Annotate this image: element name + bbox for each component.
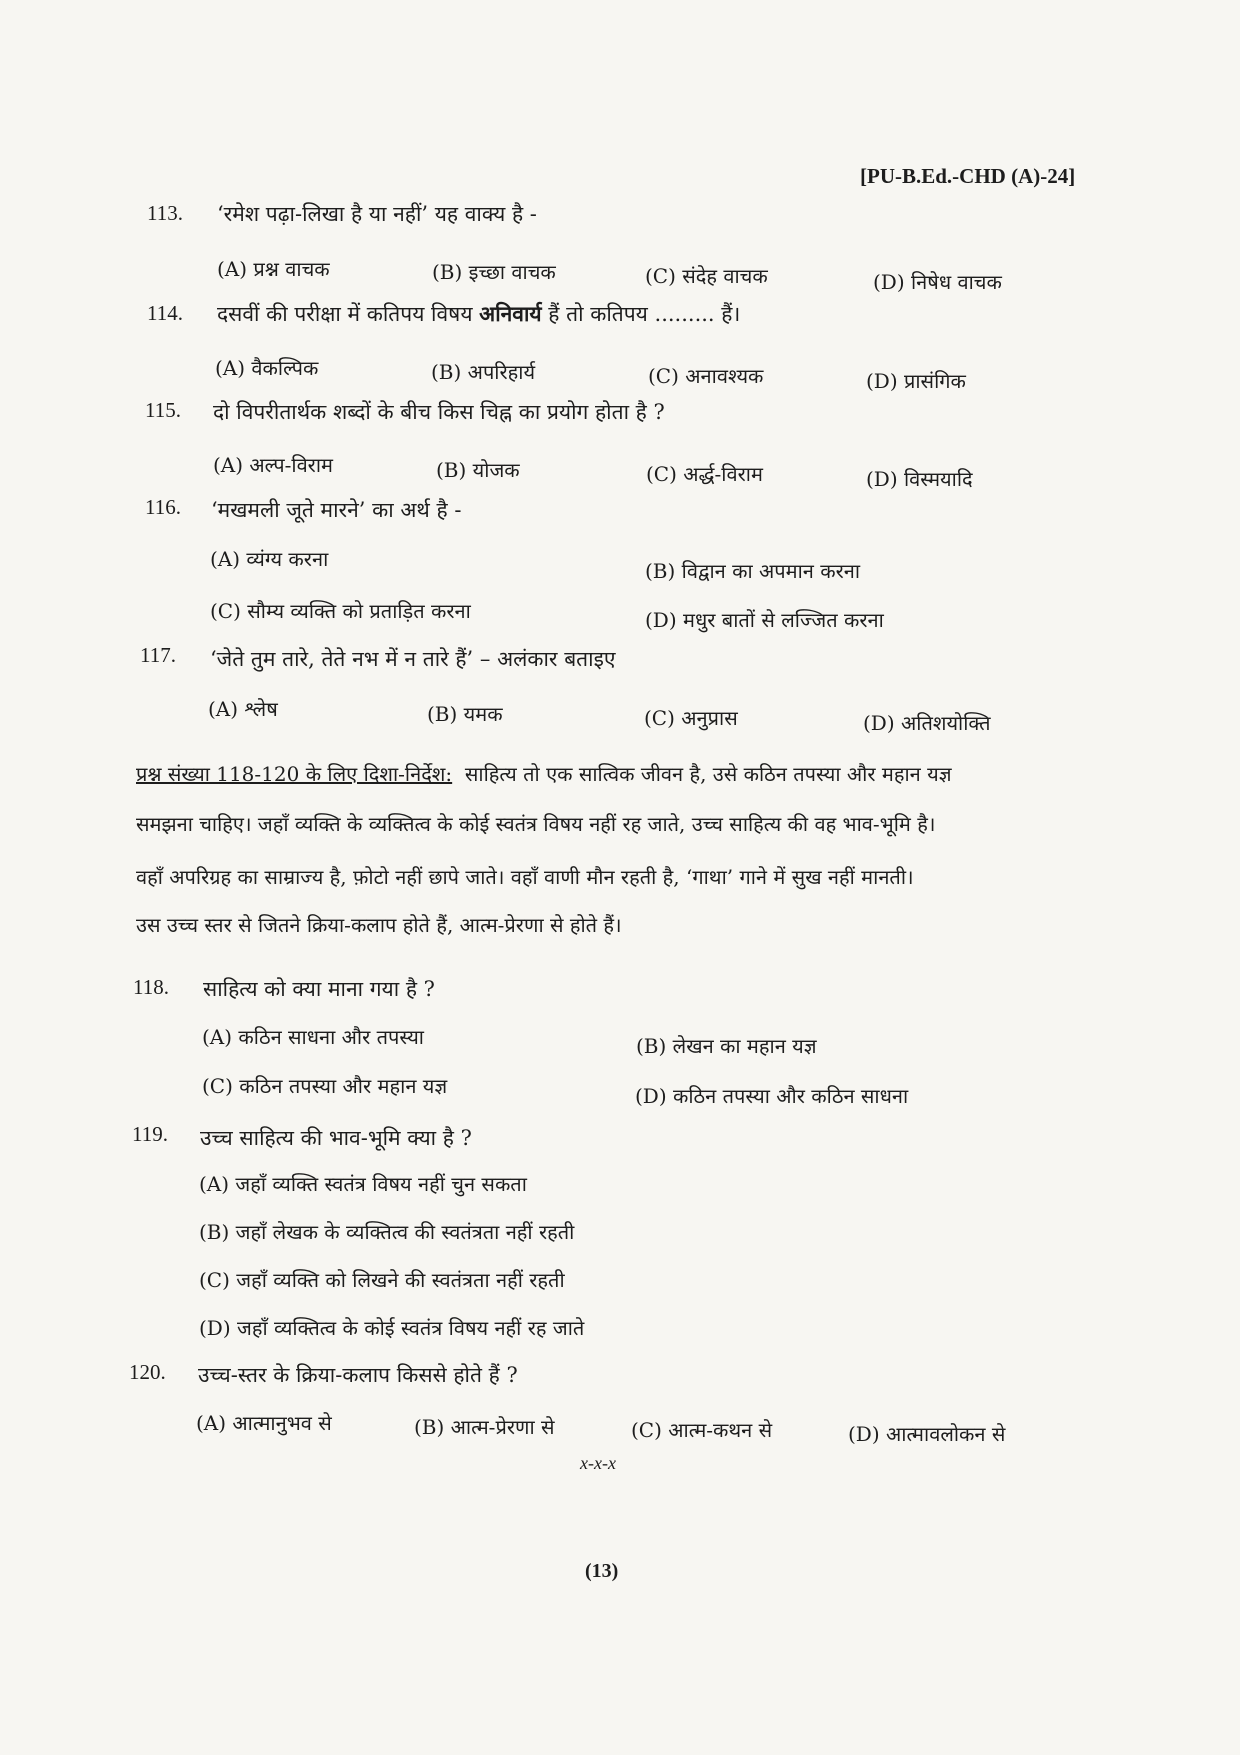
option-b: (B) इच्छा वाचक xyxy=(432,260,556,284)
question-number: 113. xyxy=(147,201,183,225)
option-d: (D) कठिन तपस्या और कठिन साधना xyxy=(635,1084,909,1108)
option-c: (C) अनुप्रास xyxy=(644,706,738,730)
question-number: 117. xyxy=(140,643,176,667)
option-c: (C) अर्द्ध-विराम xyxy=(646,462,763,486)
option-c: (C) आत्म-कथन से xyxy=(631,1418,773,1442)
option-d: (D) जहाँ व्यक्तित्व के कोई स्वतंत्र विषय नहीं रह जाते xyxy=(199,1316,585,1340)
option-c: (C) कठिन तपस्या और महान यज्ञ xyxy=(202,1074,448,1098)
question-text: साहित्य को क्या माना गया है ? xyxy=(203,977,435,1001)
question-number: 115. xyxy=(145,398,181,422)
paper-code: [PU-B.Ed.-CHD (A)-24] xyxy=(860,164,1076,188)
directions-line-4: उस उच्च स्तर से जितने क्रिया-कलाप होते हैं, आत्म-प्रेरणा से होते हैं। xyxy=(136,913,622,937)
option-a: (A) वैकल्पिक xyxy=(215,356,319,380)
question-text: दसवीं की परीक्षा में कतिपय विषय अनिवार्य हैं तो कतिपय ......... हैं। xyxy=(217,301,741,326)
option-b: (B) लेखन का महान यज्ञ xyxy=(636,1034,817,1058)
option-d: (D) प्रासंगिक xyxy=(866,369,966,393)
option-a: (A) जहाँ व्यक्ति स्वतंत्र विषय नहीं चुन सकता xyxy=(199,1172,527,1196)
option-a: (A) अल्प-विराम xyxy=(213,453,334,477)
option-a: (A) व्यंग्य करना xyxy=(210,547,329,571)
question-text: उच्च साहित्य की भाव-भूमि क्या है ? xyxy=(200,1126,472,1150)
option-b: (B) आत्म-प्रेरणा से xyxy=(414,1415,555,1439)
option-b: (B) यमक xyxy=(427,702,503,726)
option-c: (C) सौम्य व्यक्ति को प्रताड़ित करना xyxy=(210,599,471,623)
option-c: (C) जहाँ व्यक्ति को लिखने की स्वतंत्रता नहीं रहती xyxy=(199,1268,565,1292)
option-d: (D) विस्मयादि xyxy=(866,467,973,491)
question-text: ‘मखमली जूते मारने’ का अर्थ है - xyxy=(211,498,462,522)
page-number: (13) xyxy=(585,1560,619,1582)
directions-line-2: समझना चाहिए। जहाँ व्यक्ति के व्यक्तित्व के कोई स्वतंत्र विषय नहीं रह जाते, उच्च साहित्य की वह भाव-भूमि है। xyxy=(136,812,936,836)
option-b: (B) जहाँ लेखक के व्यक्तित्व की स्वतंत्रता नहीं रहती xyxy=(199,1220,575,1244)
question-text: ‘जेते तुम तारे, तेते नभ में न तारे हैं’ – अलंकार बताइए xyxy=(210,647,616,671)
option-c: (C) संदेह वाचक xyxy=(645,264,768,288)
directions-heading: प्रश्न संख्या 118-120 के लिए दिशा-निर्देश: xyxy=(136,762,453,786)
question-text: दो विपरीतार्थक शब्दों के बीच किस चिह्न का प्रयोग होता है ? xyxy=(213,400,665,424)
option-a: (A) श्लेष xyxy=(208,697,278,721)
option-d: (D) आत्मावलोकन से xyxy=(848,1422,1006,1446)
option-a: (A) कठिन साधना और तपस्या xyxy=(202,1025,424,1049)
option-d: (D) निषेध वाचक xyxy=(873,270,1002,294)
option-b: (B) अपरिहार्य xyxy=(431,360,536,384)
question-number: 116. xyxy=(145,495,181,519)
directions-line-3: वहाँ अपरिग्रह का साम्राज्य है, फ़ोटो नहीं छापे जाते। वहाँ वाणी मौन रहती है, ‘गाथा’ गाने में सुख नहीं मानती। xyxy=(136,865,914,889)
question-text: उच्च-स्तर के क्रिया-कलाप किससे होते हैं ? xyxy=(198,1363,518,1387)
option-d: (D) मधुर बातों से लज्जित करना xyxy=(645,608,884,632)
end-mark: x-x-x xyxy=(580,1453,616,1473)
option-c: (C) अनावश्यक xyxy=(648,364,764,388)
option-a: (A) आत्मानुभव से xyxy=(196,1411,332,1435)
option-d: (D) अतिशयोक्ति xyxy=(863,711,991,735)
question-number: 114. xyxy=(147,301,183,325)
question-number: 120. xyxy=(129,1360,166,1384)
question-number: 119. xyxy=(132,1122,168,1146)
question-text: ‘रमेश पढ़ा-लिखा है या नहीं’ यह वाक्य है - xyxy=(217,202,537,226)
directions-line-1: प्रश्न संख्या 118-120 के लिए दिशा-निर्देश: साहित्य तो एक सात्विक जीवन है, उसे कठिन तपस्या और महान यज्ञ xyxy=(136,762,952,786)
option-b: (B) योजक xyxy=(436,458,520,482)
question-number: 118. xyxy=(133,975,169,999)
option-a: (A) प्रश्न वाचक xyxy=(217,257,330,281)
option-b: (B) विद्वान का अपमान करना xyxy=(645,559,861,583)
